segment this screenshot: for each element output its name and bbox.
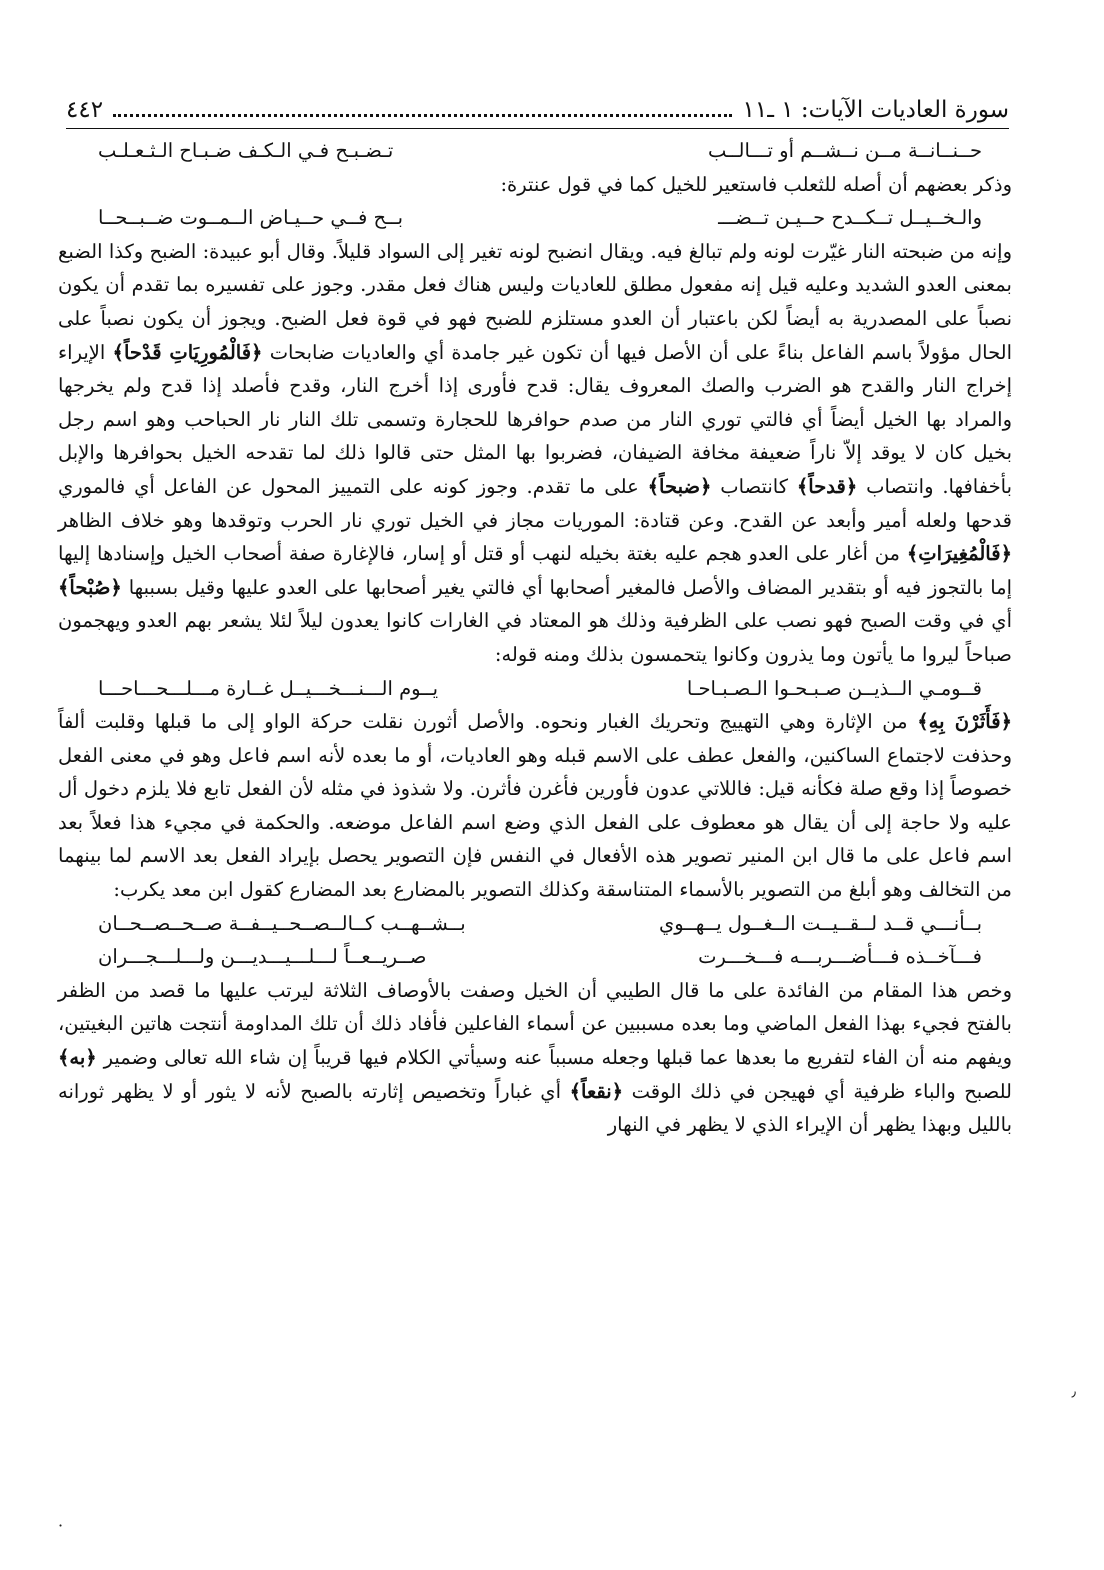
poetry-verse — [58, 134, 1012, 168]
paragraph — [58, 705, 1012, 907]
paragraph: وذكر بعضهم أن أصله للثعلب فاستعير للخيل كما في قول عنترة: — [500, 172, 1012, 196]
poetry-verse — [58, 907, 1012, 941]
quran-quote: ﴿صُبْحاً﴾ — [58, 575, 122, 599]
quran-quote: ﴿فَالْمُغِيرَاتِ﴾ — [906, 542, 1012, 566]
quran-quote: ﴿نقعاً﴾ — [569, 1079, 624, 1103]
verse-second-hemistich: صــريــعــاً لـــلـــيـــديـــن ولـــلـــجـــران — [98, 945, 427, 969]
quran-quote: ﴿قدحاً﴾ — [796, 474, 858, 498]
body-text — [58, 134, 1012, 1142]
verse-first-hemistich: بــأنـــي قــد لــقــيــت الــغــول يــهــوي — [659, 911, 982, 935]
quran-quote: ﴿فَأَثَرْنَ بِهِ﴾ — [917, 710, 1012, 734]
paragraph-text: أي في وقت الصبح فهو نصب على الظرفية وذلك هو المعتاد في الغارات كانوا يعدون ليلاً لئلا يشعر بهم العدو ويهجمون صباحاً ليروا ما يأتون وما يذرون وكانوا يتحمسون بذلك ومنه قوله: — [58, 609, 1012, 666]
quran-quote: ﴿به﴾ — [58, 1046, 97, 1070]
paragraph-text: للصبح والباء ظرفية أي فهيجن في ذلك الوقت — [631, 1079, 1012, 1103]
paragraph — [58, 235, 1012, 672]
paragraph-text: وإنه من ضبحته النار غيّرت لونه ولم تبالغ فيه. ويقال انضبح لونه تغير إلى السواد قليلاً. وقال أبو عبيدة: الضبح وكذا الضبع بمعنى العدو الشديد وعليه قيل إنه مفعول مطلق للعاديات وليس هناك فعل مقدر. وجوز على تفسيره بما تقدم أن يكون نصباً على المصدرية به أيضاً لكن باعتبار أن العدو مستلزم للضبح فهو في قوة فعل الضبح. ويجوز أن يكون نصباً على الحال مؤولاً باسم الفاعل بناءً على أن الأصل فيها أن تكون غير جامدة أي والعاديات ضابحات — [58, 239, 1013, 364]
paragraph-text: على ما تقدم. وجوز كونه على التمييز المحول عن الفاعل أي فالموري قدحها ولعله أمير وأبعد عن القدح. وعن قتادة: الموريات مجاز في الخيل توري نار الحرب وتوقدها وهو خلاف الظاهر — [58, 474, 1012, 532]
quran-quote: ﴿فَالْمُورِيَاتِ قَدْحاً﴾ — [112, 340, 263, 364]
header-dot-leader — [113, 114, 732, 117]
poetry-verse — [58, 940, 1012, 974]
margin-speck: · — [58, 1516, 64, 1535]
paragraph-text: أي غباراً وتخصيص إثارته بالصبح لأنه لا يثور أو لا يظهر ثورانه بالليل وبهذا يظهر أن الإيراء الذي لا يظهر في النهار — [58, 1079, 1012, 1137]
paragraph — [58, 974, 1012, 1142]
paragraph-text: وخص هذا المقام من الفائدة على ما قال الطيبي أن الخيل وصفت بالأوصاف الثلاثة ليرتب عليها ما قصد من الظفر بالفتح فجيء بهذا الفعل الماضي وما بعده مسببين عن أسماء الفاعلين فأفاد ذلك أن تلك المداومة أنتجت هاتين البغيتين، ويفهم منه أن الفاء لتفريع ما بعدها عما قبلها وجعله مسبباً عنه وسيأتي الكلام فيها قريباً إن شاء الله تعالى وضمير — [58, 978, 1013, 1070]
page-number: ٤٤٢ — [66, 97, 104, 123]
verse-second-hemistich: بــح فــي حــيـاض الــمــوت ضــبــحــا — [98, 206, 403, 230]
verse-second-hemistich: تـضـبـح فـي الـكـف ضـبـاح الـثـعـلـب — [98, 139, 394, 162]
running-header — [66, 82, 1009, 122]
quran-quote: ﴿ضبحاً﴾ — [647, 474, 712, 498]
paragraph-text: الإيراء إخراج النار والقدح هو الضرب والصك المعروف يقال: قدح فأورى إذا أخرج النار، وقدح فأصلد إذا قدح ولم يخرجها والمراد بها الخيل أيضاً أي فالتي توري النار من صدم حوافرها للحجارة وتسمى تلك النار نار الحباحب وهو اسم رجل بخيل كان لا يوقد إلاّ ناراً ضعيفة مخافة الضيفان، فضربوا بها المثل حتى قالوا ذلك لما تقدحه الخيل بحوافرها والإبل بأخفافها. وانتصاب — [58, 340, 1012, 498]
margin-speck: ٫ — [1071, 1384, 1076, 1400]
verse-second-hemistich: يــوم الـــنـــخـــيــل غــارة مـــلـــحـــاحـــا — [98, 676, 439, 700]
verse-first-hemistich: والـخــيــل تــكــدح حــيـن تــضـــ — [718, 206, 982, 230]
header-title: سورة العاديات الآيات: ١ ـ١١ — [742, 97, 1009, 123]
verse-first-hemistich: فـــآخــذه فـــأضـــربـــه فـــخـــرت — [698, 945, 982, 969]
poetry-verse — [58, 672, 1012, 706]
paragraph-text: من أغار على العدو هجم عليه بغتة بخيله لنهب أو قتل أو إسار، فالإغارة صفة أصحاب الخيل وإسنادها إليها إما بالتجوز فيه أو بتقدير المضاف والأصل فالمغير أصحابها أي فالتي يغير أصحابها على العدو عليها وقيل بسببها — [58, 542, 1012, 599]
paragraph-text: كانتصاب — [720, 474, 789, 498]
verse-first-hemistich: حــنــانــة مــن نــشــم أو تـــالــب — [707, 139, 982, 162]
verse-first-hemistich: قــومـي الــذيــن صـبـحـوا الـصـبـاحـا — [686, 676, 982, 700]
poetry-verse — [58, 201, 1012, 235]
header-rule — [66, 128, 1009, 129]
verse-second-hemistich: بــشــهــب كــالــصــحــيــفــة صــحــصــحــان — [98, 911, 466, 935]
paragraph-text: من الإثارة وهي التهييج وتحريك الغبار ونحوه. والأصل أثورن نقلت حركة الواو إلى ما قبلها وقلبت ألفاً وحذفت لاجتماع الساكنين، والفعل عطف على الاسم قبله وهو العاديات، أو ما بعده لأنه اسم فاعل وهو في معنى الفعل خصوصاً إذا وقع صلة فكأنه قيل: فاللاتي عدون فأورين فأغرن فأثرن. ولا شذوذ في مثله لأن الفعل تابع فلا يلزم دخول أل عليه ولا حاجة إلى أن يقال هو معطوف على الفعل الذي وضع اسم الفاعل موضعه. والحكمة في مجيء هذا فعلاً بعد اسم فاعل على ما قال ابن المنير تصوير هذه الأفعال في النفس فإن التصوير يحصل بإيراد الفعل بعد الاسم لما بينهما من التخالف وهو أبلغ من التصوير بالأسماء المتناسقة وكذلك التصوير بالمضارع بعد المضارع كقول ابن معد يكرب: — [58, 710, 1012, 902]
